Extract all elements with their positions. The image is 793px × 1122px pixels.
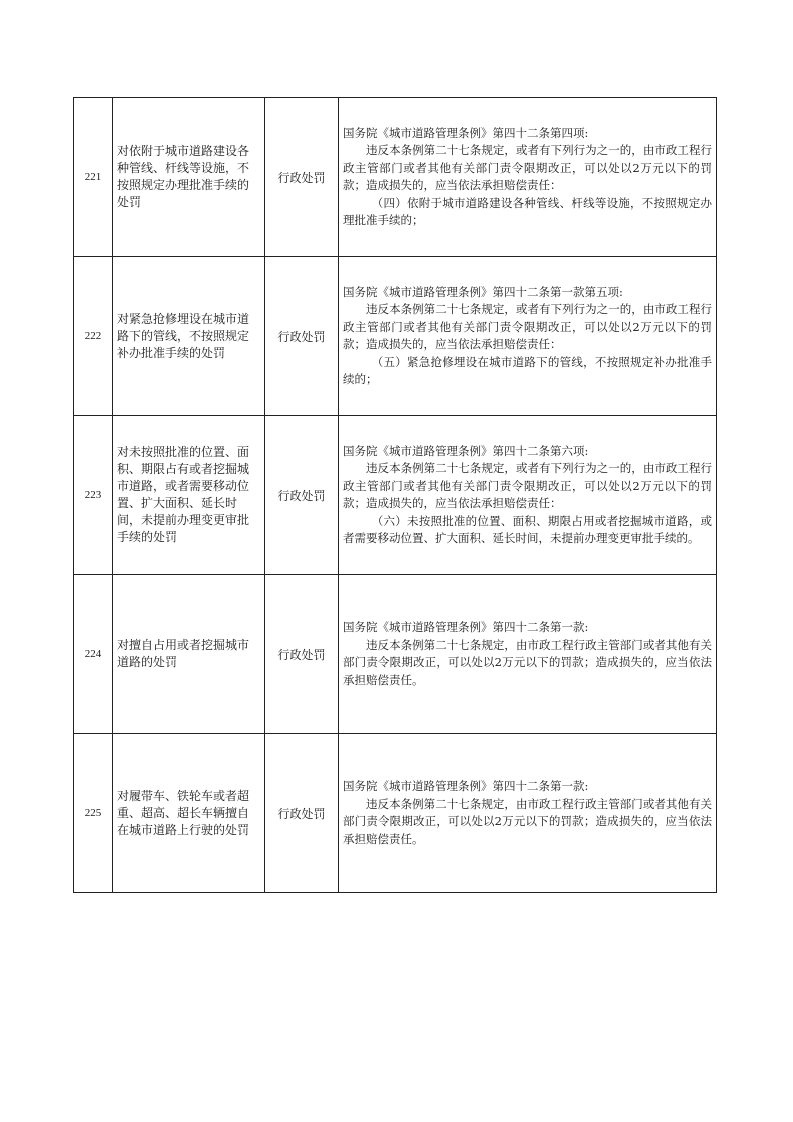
table-row [74,257,717,416]
item-number: 223 [74,416,113,575]
basis-clause: 违反本条例第二十七条规定，或者有下列行为之一的，由市政工程行政主管部门或者其他有关部门责令限期改正，可以处以2万元以下的罚款；造成损失的，应当依法承担赔偿责任： [343,461,712,510]
table-row [74,575,717,734]
item-number: 225 [74,734,113,893]
legal-basis [339,416,717,575]
table-row [74,416,717,575]
basis-item: （六）未按照批准的位置、面积、期限占用或者挖掘城市道路，或者需要移动位置、扩大面积、延长时间，未提前办理变更审批手续的。 [343,513,712,545]
basis-clause: 违反本条例第二十七条规定，由市政工程行政主管部门或者其他有关部门责令限期改正，可以处以2万元以下的罚款；造成损失的，应当依法承担赔偿责任。 [343,637,712,687]
legal-basis [339,257,717,416]
item-type: 行政处罚 [265,575,339,734]
legal-basis [339,98,717,257]
basis-clause: 违反本条例第二十七条规定，由市政工程行政主管部门或者其他有关部门责令限期改正，可以处以2万元以下的罚款；造成损失的，应当依法承担赔偿责任。 [343,796,712,846]
basis-source: 国务院《城市道路管理条例》第四十二条第一款第五项: [343,284,623,299]
item-name: 对未按照批准的位置、面积、期限占有或者挖掘城市道路，或者需要移动位置、扩大面积、延长时间，未提前办理变更审批手续的处罚 [113,416,265,575]
basis-clause: 违反本条例第二十七条规定，或者有下列行为之一的，由市政工程行政主管部门或者其他有关部门责令限期改正，可以处以2万元以下的罚款；造成损失的，应当依法承担赔偿责任： [343,143,712,192]
item-number: 221 [74,98,113,257]
item-name: 对履带车、铁轮车或者超重、超高、超长车辆擅自在城市道路上行驶的处罚 [113,734,265,893]
item-type: 行政处罚 [265,257,339,416]
penalty-table [73,97,717,893]
basis-source: 国务院《城市道路管理条例》第四十二条第一款: [343,779,589,793]
item-number: 222 [74,257,113,416]
item-type: 行政处罚 [265,98,339,257]
basis-item: （四）依附于城市道路建设各种管线、杆线等设施，不按照规定办理批准手续的； [343,195,712,227]
item-type: 行政处罚 [265,416,339,575]
table-row [74,98,717,257]
item-number: 224 [74,575,113,734]
item-name: 对紧急抢修埋设在城市道路下的管线，不按照规定补办批准手续的处罚 [113,257,265,416]
table-row [74,734,717,893]
item-type: 行政处罚 [265,734,339,893]
legal-basis [339,575,717,734]
basis-source: 国务院《城市道路管理条例》第四十二条第四项: [343,125,589,140]
basis-source: 国务院《城市道路管理条例》第四十二条第一款: [343,620,589,634]
basis-source: 国务院《城市道路管理条例》第四十二条第六项: [343,443,589,458]
item-name: 对依附于城市道路建设各种管线、杆线等设施，不按照规定办理批准手续的处罚 [113,98,265,257]
basis-clause: 违反本条例第二十七条规定，或者有下列行为之一的，由市政工程行政主管部门或者其他有关部门责令限期改正，可以处以2万元以下的罚款；造成损失的，应当依法承担赔偿责任： [343,302,712,351]
item-name: 对擅自占用或者挖掘城市道路的处罚 [113,575,265,734]
basis-item: （五）紧急抢修埋设在城市道路下的管线，不按照规定补办批准手续的； [343,354,712,386]
legal-basis [339,734,717,893]
